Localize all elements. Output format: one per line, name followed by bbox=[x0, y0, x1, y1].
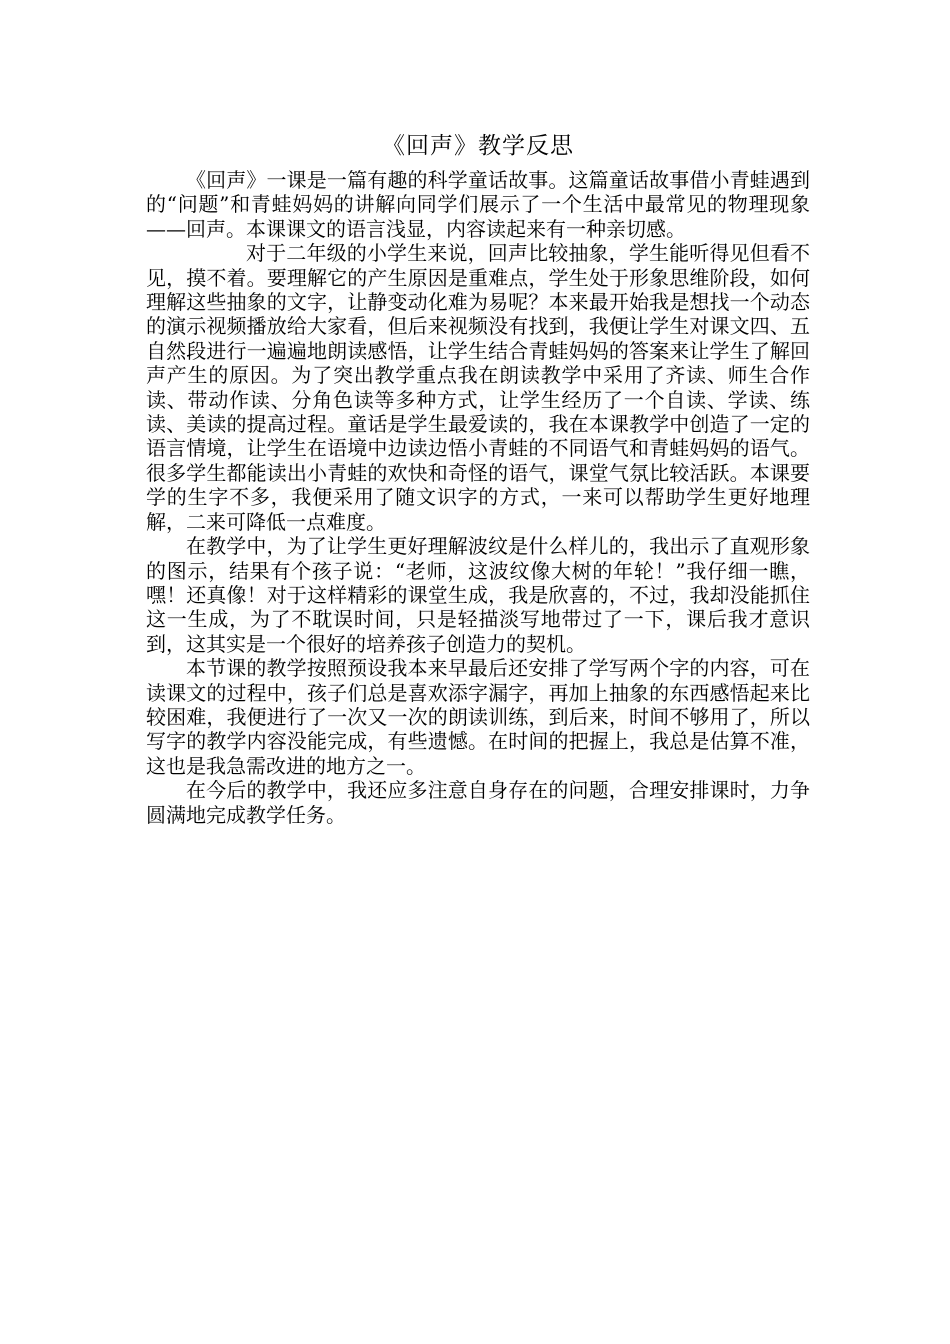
paragraph-conclusion: 在今后的教学中，我还应多注意自身存在的问题，合理安排课时，力争圆满地完成教学任务。 bbox=[146, 778, 810, 827]
paragraph-teaching-method: 对于二年级的小学生来说，回声比较抽象，学生能听得见但看不见，摸不着。要理解它的产生原因是重难点，学生处于形象思维阶段，如何理解这些抽象的文字，让静变动化难为易呢？本来最开始我是想找一个动态的演示视频播放给大家看，但后来视频没有找到，我便让学生对课文四、五自然段进行一遍遍地朗读感悟，让学生结合青蛙妈妈的答案来让学生了解回声产生的原因。为了突出教学重点我在朗读教学中采用了齐读、师生合作读、带动作读、分角色读等多种方式，让学生经历了一个自读、学读、练读、美读的提高过程。童话是学生最爱读的，我在本课教学中创造了一定的语言情境，让学生在语境中边读边悟小青蛙的不同语气和青蛙妈妈的语气。很多学生都能读出小青蛙的欢快和奇怪的语气，课堂气氛比较活跃。本课要学的生字不多，我便采用了随文识字的方式，一来可以帮助学生更好地理解，二来可降低一点难度。 bbox=[146, 241, 810, 534]
paragraph-time-management: 本节课的教学按照预设我本来早最后还安排了学写两个字的内容，可在读课文的过程中，孩子们总是喜欢添字漏字，再加上抽象的东西感悟起来比较困难，我便进行了一次又一次的朗读训练，到后来，时间不够用了，所以写字的教学内容没能完成，有些遗憾。在时间的把握上，我总是估算不准，这也是我急需改进的地方之一。 bbox=[146, 656, 810, 778]
paragraph-ripple-example: 在教学中，为了让学生更好理解波纹是什么样儿的，我出示了直观形象的图示，结果有个孩子说：“老师，这波纹像大树的年轮！”我仔细一瞧，嘿！还真像！对于这样精彩的课堂生成，我是欣喜的，不过，我却没能抓住这一生成，为了不耽误时间，只是轻描淡写地带过了一下，课后我才意识到，这其实是一个很好的培养孩子创造力的契机。 bbox=[146, 534, 810, 656]
document-title: 《回声》教学反思 bbox=[382, 133, 574, 159]
document-page bbox=[146, 130, 810, 827]
paragraph-intro: 《回声》一课是一篇有趣的科学童话故事。这篇童话故事借小青蛙遇到的“问题”和青蛙妈妈的讲解向同学们展示了一个生活中最常见的物理现象——回声。本课课文的语言浅显，内容读起来有一种亲切感。 bbox=[146, 168, 810, 241]
